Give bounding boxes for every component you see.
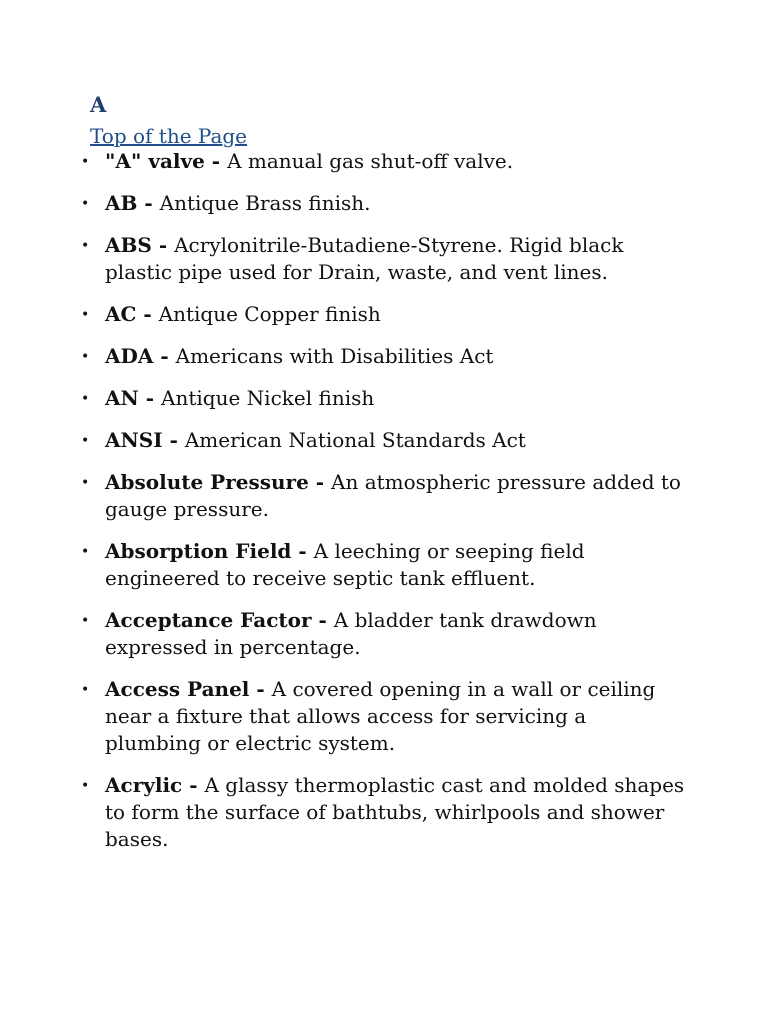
entry-term: "A" valve	[105, 149, 205, 173]
bullet-icon: •	[81, 307, 90, 323]
entry-separator: -	[153, 344, 176, 368]
glossary-entry	[0, 148, 768, 175]
entry-definition: Antique Brass finish.	[159, 191, 371, 215]
glossary-entry	[0, 343, 768, 370]
entry-term: Absorption Field	[105, 539, 292, 563]
entry-term: AC	[105, 302, 137, 326]
entry-separator: -	[311, 608, 334, 632]
entry-term: AB	[105, 191, 138, 215]
glossary-entry	[0, 538, 768, 592]
entry-separator: -	[162, 428, 185, 452]
section-heading: A	[90, 92, 107, 117]
entry-definition: Acrylonitrile-Butadiene-Styrene. Rigid black plastic pipe used for Drain, waste, and vent lines.	[105, 233, 624, 284]
glossary-entry	[0, 607, 768, 661]
glossary-entry	[0, 190, 768, 217]
entry-separator: -	[136, 302, 159, 326]
entry-separator: -	[137, 191, 160, 215]
glossary-entry	[0, 385, 768, 412]
bullet-icon: •	[81, 433, 90, 449]
bullet-icon: •	[81, 682, 90, 698]
bullet-icon: •	[81, 544, 90, 560]
bullet-icon: •	[81, 391, 90, 407]
glossary-list	[0, 148, 768, 868]
top-of-page-link[interactable]: Top of the Page	[90, 124, 248, 148]
bullet-icon: •	[81, 154, 90, 170]
bullet-icon: •	[81, 475, 90, 491]
glossary-entry	[0, 772, 768, 853]
entry-definition: A covered opening in a wall or ceiling near a fixture that allows access for servicing a plumbing or electric system.	[105, 677, 656, 755]
entry-term: ABS	[105, 233, 152, 257]
bullet-icon: •	[81, 349, 90, 365]
entry-definition: A manual gas shut-off valve.	[227, 149, 514, 173]
entry-definition: Americans with Disabilities Act	[175, 344, 494, 368]
entry-definition: American National Standards Act	[184, 428, 526, 452]
entry-term: Access Panel	[105, 677, 250, 701]
entry-separator: -	[249, 677, 272, 701]
entry-separator: -	[138, 386, 162, 410]
bullet-icon: •	[81, 196, 90, 212]
entry-definition: A leeching or seeping field engineered to receive septic tank effluent.	[105, 539, 585, 590]
entry-definition: Antique Copper finish	[158, 302, 381, 326]
bullet-icon: •	[81, 613, 90, 629]
entry-definition: An atmospheric pressure added to gauge pressure.	[105, 470, 681, 521]
entry-term: Absolute Pressure	[105, 470, 309, 494]
entry-definition: A bladder tank drawdown expressed in percentage.	[105, 608, 597, 659]
glossary-entry	[0, 427, 768, 454]
entry-separator: -	[308, 470, 332, 494]
entry-separator: -	[204, 149, 228, 173]
entry-term: ADA	[105, 344, 154, 368]
glossary-entry	[0, 676, 768, 757]
glossary-entry	[0, 301, 768, 328]
entry-definition: A glassy thermoplastic cast and molded shapes to form the surface of bathtubs, whirlpools and shower bases.	[105, 773, 685, 851]
entry-separator: -	[151, 233, 175, 257]
bullet-icon: •	[81, 238, 90, 254]
entry-definition: Antique Nickel finish	[161, 386, 375, 410]
bullet-icon: •	[81, 778, 90, 794]
glossary-entry	[0, 469, 768, 523]
entry-term: Acceptance Factor	[105, 608, 312, 632]
entry-term: AN	[105, 386, 139, 410]
glossary-entry	[0, 232, 768, 286]
entry-term: Acrylic	[105, 773, 183, 797]
entry-term: ANSI	[105, 428, 163, 452]
entry-separator: -	[182, 773, 205, 797]
entry-separator: -	[291, 539, 314, 563]
